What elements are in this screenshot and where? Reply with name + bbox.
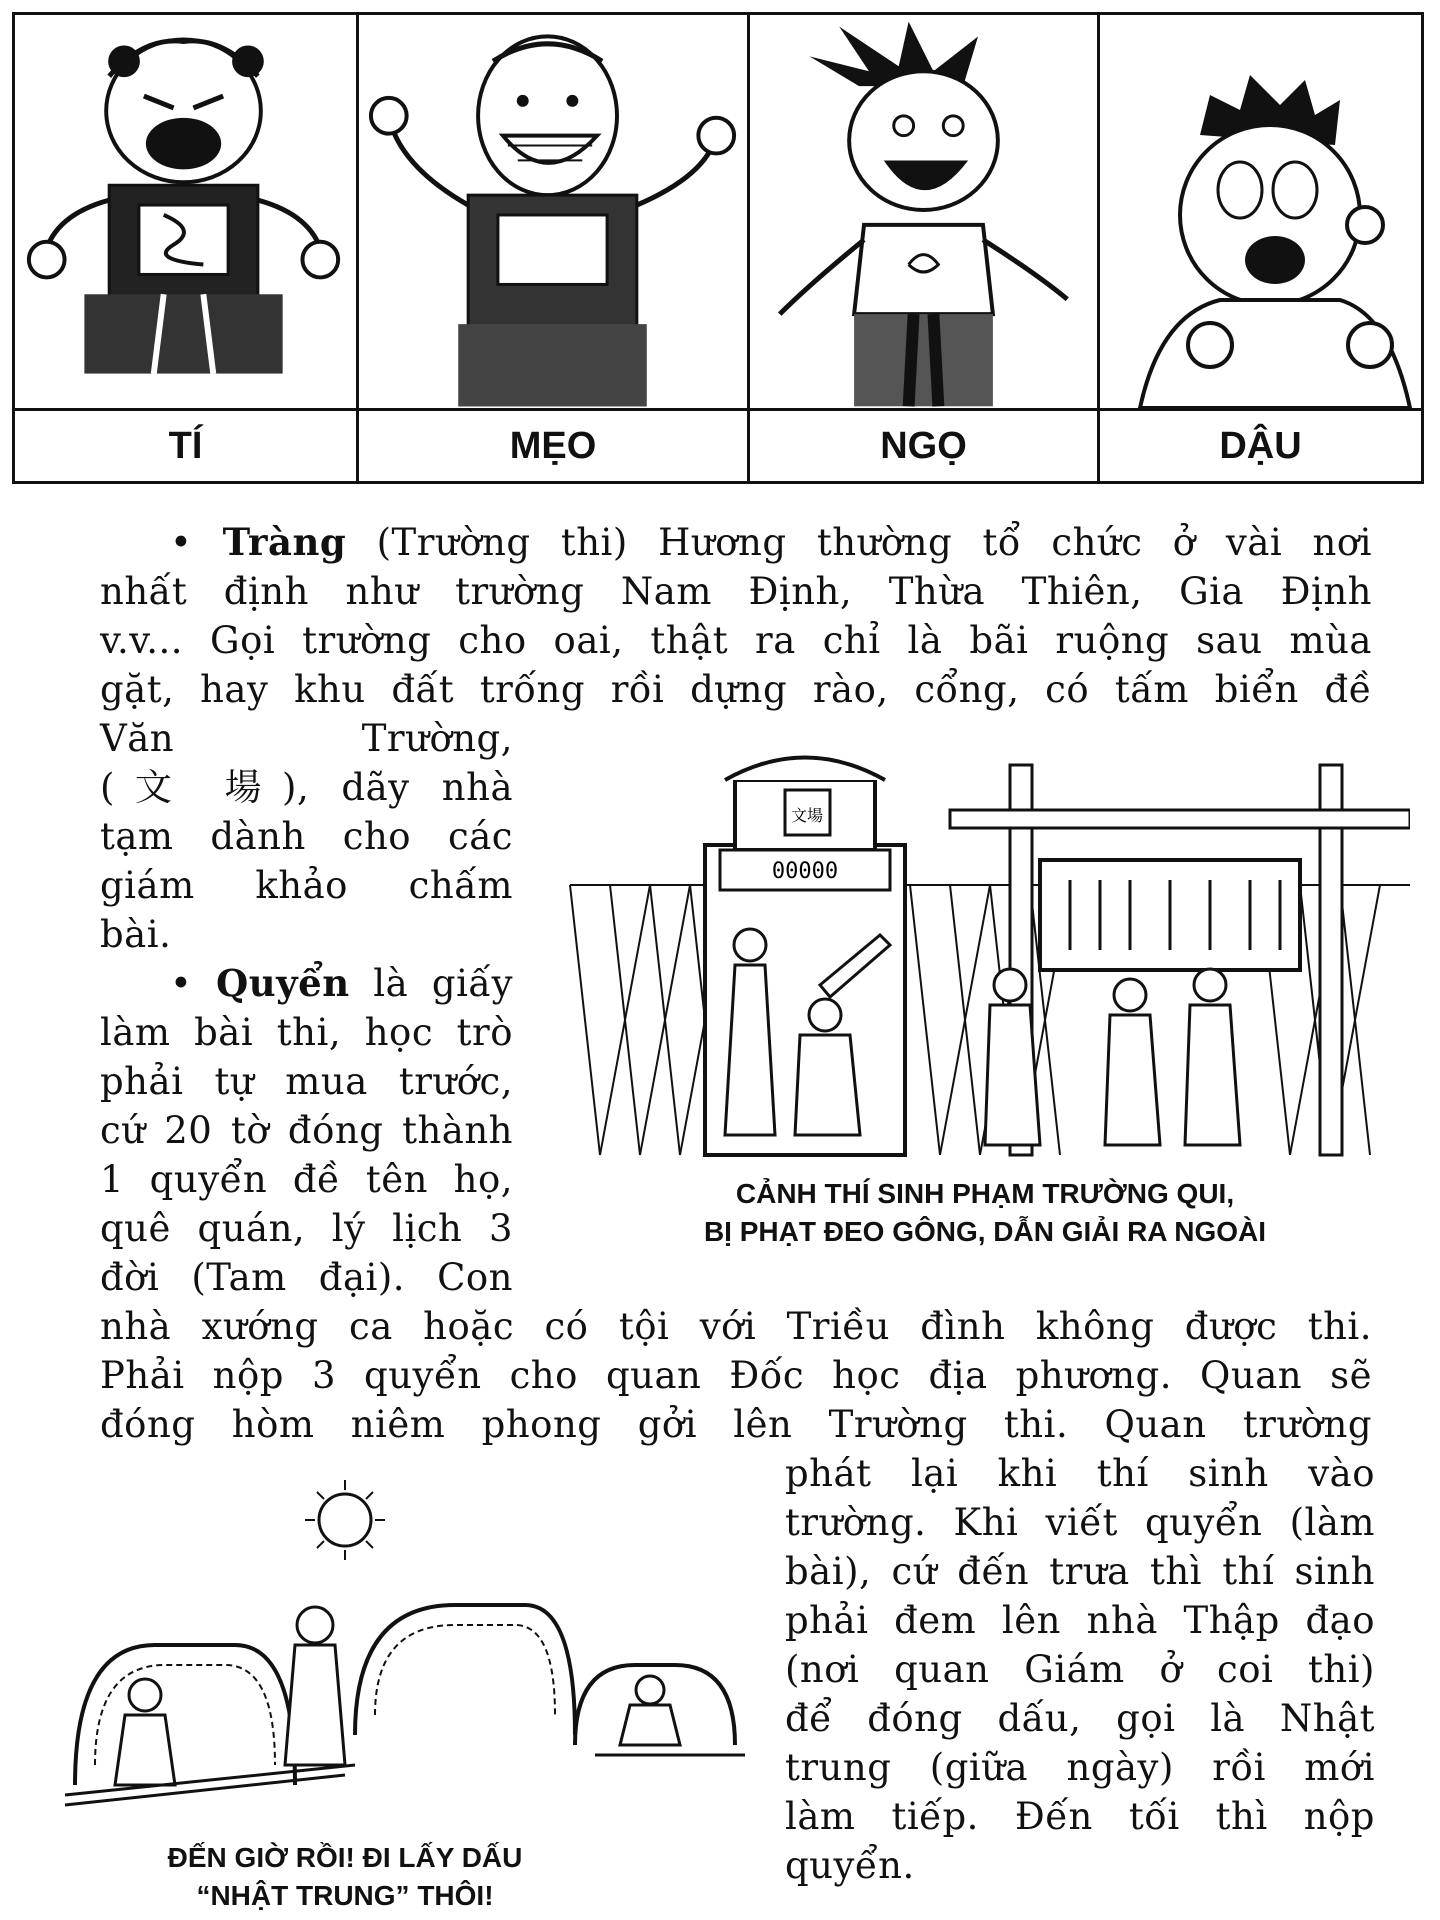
text-line: để đóng dấu, gọi là Nhật <box>785 1697 1375 1740</box>
gate-sign-text: 文場 <box>790 806 824 825</box>
text-line: Phải nộp 3 quyển cho quan Đốc học địa phương. Quan sẽ <box>100 1354 1372 1397</box>
text-line: nhất định như trường Nam Định, Thừa Thiên, Gia Định <box>100 570 1372 613</box>
caption-exam-gate <box>560 1175 1410 1251</box>
paragraph-quyen-wide <box>100 1302 1372 1449</box>
text-line: đóng hòm niêm phong gởi lên Trường thi. Quan trường <box>100 1403 1372 1446</box>
text-line: phải tự mua trước, <box>100 1060 513 1103</box>
text-line: quê quán, lý lịch 3 <box>100 1207 513 1250</box>
paragraph-quyen-right <box>785 1449 1375 1890</box>
text-line: quyển. <box>785 1844 915 1887</box>
panel-ngo <box>750 15 1100 408</box>
paragraph-trang <box>100 518 1372 714</box>
column-left-narrow <box>100 714 513 1302</box>
caption-line: CẢNH THÍ SINH PHẠM TRƯỜNG QUI, <box>735 1178 1235 1209</box>
caption-line: BỊ PHẠT ĐEO GÔNG, DẪN GIẢI RA NGOÀI <box>703 1216 1267 1247</box>
laughing-boy-icon <box>750 15 1097 408</box>
angry-boy-icon <box>15 15 356 408</box>
bullet: • <box>170 521 193 564</box>
bullet: • <box>170 962 193 1005</box>
text-line: phát lại khi thí sinh vào <box>785 1452 1375 1495</box>
label-meo: MẸO <box>359 411 750 481</box>
text-line: v.v... Gọi trường cho oai, thật ra chỉ là bãi ruộng sau mùa <box>100 619 1372 662</box>
crying-boy-icon <box>1100 15 1427 408</box>
caption-line: ĐẾN GIỜ RỒI! ĐI LẤY DẤU <box>167 1842 523 1873</box>
sun-icon <box>305 1480 385 1560</box>
illustration-exam-tents <box>55 1465 755 1911</box>
text-line: phải đem lên nhà Thập đạo <box>785 1599 1375 1642</box>
text-line: • Quyển là giấy <box>170 961 513 1005</box>
text-line: trường. Khi viết quyển (làm <box>785 1501 1375 1544</box>
caption-line: “NHẬT TRUNG” THÔI! <box>196 1880 494 1911</box>
text-line: làm bài thi, học trò <box>100 1011 513 1054</box>
panel-ti <box>15 15 359 408</box>
text-line: 1 quyển đề tên họ, <box>100 1158 513 1201</box>
exam-tents-illustration <box>55 1465 755 1845</box>
text-line: đời (Tam đại). Con <box>100 1256 513 1299</box>
term-trang: Tràng <box>222 520 347 564</box>
panel-dau <box>1100 15 1427 408</box>
character-labels <box>15 408 1421 481</box>
label-ti: TÍ <box>15 411 359 481</box>
text-line: nhà xướng ca hoặc có tội với Triều đình không được thi. <box>100 1305 1372 1348</box>
text-line: giám khảo chấm <box>100 864 513 907</box>
character-strip <box>12 12 1424 484</box>
label-dau: DẬU <box>1219 425 1302 467</box>
exam-gate-illustration <box>560 735 1410 1175</box>
grinning-boy-icon <box>359 15 747 408</box>
term-quyen: Quyển <box>216 961 350 1005</box>
text-line: (文 場), dãy nhà <box>100 766 513 809</box>
text-line: • Tràng (Trường thi) Hương thường tổ chức ở vài nơi <box>170 520 1372 564</box>
label-ngo: NGỌ <box>750 411 1100 481</box>
text-line: bài), cứ đến trưa thì thí sinh <box>785 1550 1375 1593</box>
text-line: gặt, hay khu đất trống rồi dựng rào, cổng, có tấm biển đề <box>100 668 1372 711</box>
gate-marks-text: 00000 <box>771 859 839 884</box>
illustration-exam-gate <box>560 735 1410 1247</box>
panel-meo <box>359 15 750 408</box>
text-line: Văn Trường, <box>100 717 513 760</box>
text-line: làm tiếp. Đến tối thì nộp <box>785 1795 1375 1838</box>
caption-exam-tents <box>55 1839 635 1915</box>
text-line: bài. <box>100 913 172 956</box>
text-line: cứ 20 tờ đóng thành <box>100 1109 513 1152</box>
text-line: tạm dành cho các <box>100 815 513 858</box>
text-line: (nơi quan Giám ở coi thi) <box>785 1648 1375 1691</box>
text-line: trung (giữa ngày) rồi mới <box>785 1746 1375 1789</box>
